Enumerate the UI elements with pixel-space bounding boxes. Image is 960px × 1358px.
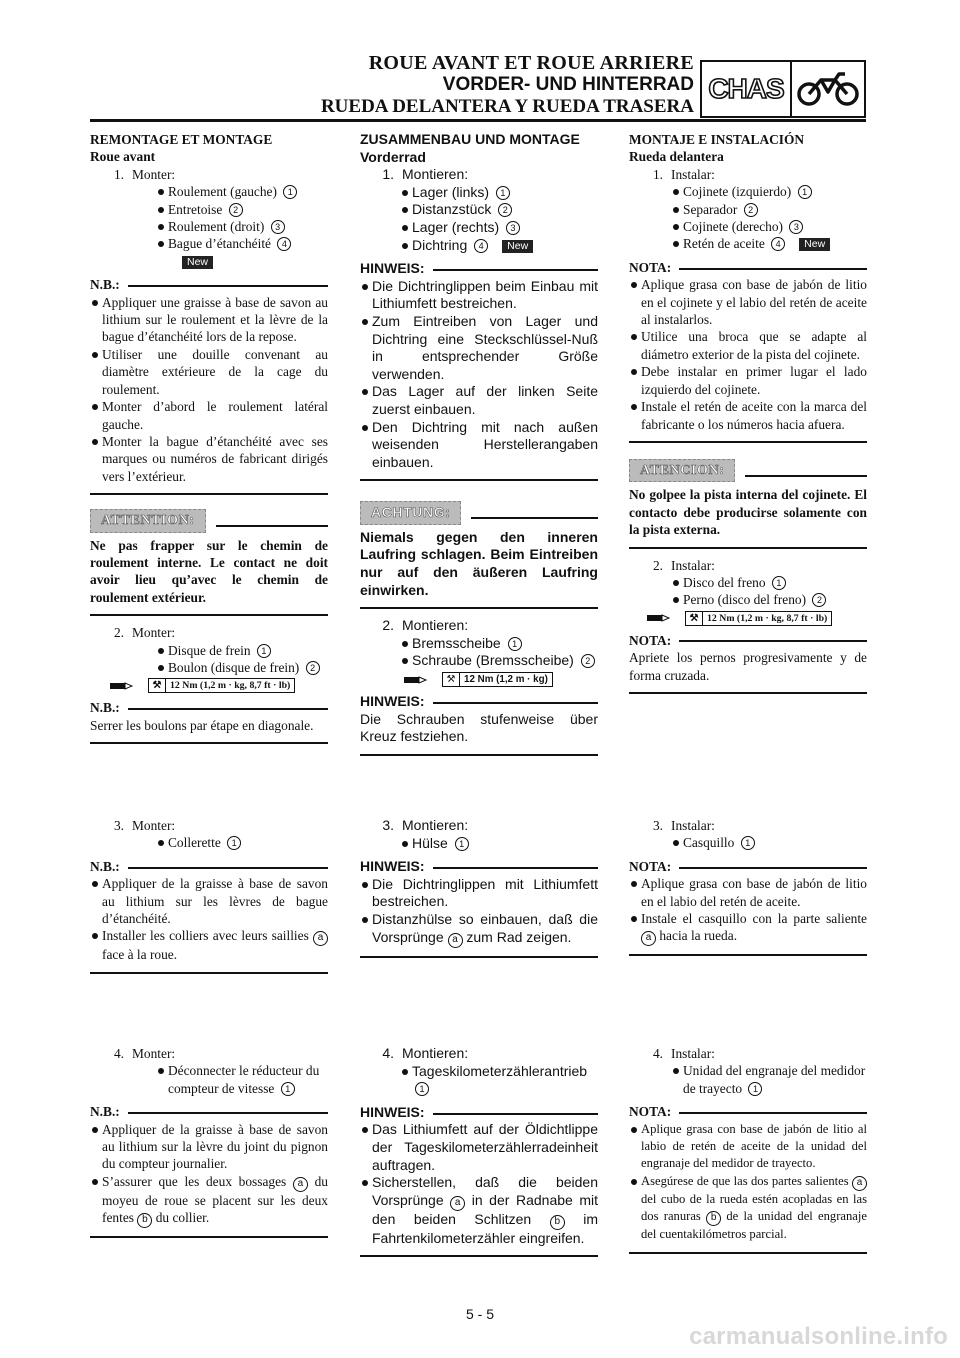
fr-s1-title: REMONTAGE ET MONTAGE: [90, 132, 273, 147]
de-s1-step: 1. Montieren:: [382, 166, 469, 183]
new-badge: New: [502, 240, 533, 253]
de-section-4: [360, 1045, 598, 1257]
callout-1-icon: 1: [772, 576, 786, 590]
divider: [629, 692, 867, 694]
list-item: Cojinete (izquierdo) 1: [671, 183, 867, 200]
note-item: Utilice una broca que se adapte al diámetro exterior de la pista del cojinete.: [641, 329, 867, 362]
list-item: Unidad del engranaje del medidor de trayecto 1: [683, 1063, 866, 1096]
fr-note-header: N.B.:: [90, 1103, 328, 1120]
note-item: Appliquer de la graisse à base de savon au lithium sur les lèvres de bague d’étanchéité.: [102, 876, 328, 927]
es-s2-note: Apriete los pernos progresivamente y de forma cruzada.: [629, 650, 867, 683]
de-s4-step: 4. Montieren:: [382, 1045, 469, 1061]
es-s2-step: 2. Instalar:: [652, 557, 715, 573]
callout-4-icon: 4: [474, 239, 488, 253]
note-item: Das Lithiumfett auf der Öldichtlippe der Tageskilometerzählerradeinheit auftragen.: [372, 1121, 598, 1173]
fr-s1-subtitle: Roue avant: [90, 149, 156, 165]
callout-1-icon: 1: [281, 1082, 295, 1096]
es-s1-title: MONTAJE E INSTALACIÓN: [629, 132, 805, 147]
note-item: Das Lager auf der linken Seite zuerst einbauen.: [372, 383, 598, 417]
note-item: Aplique grasa con base de jabón de litio en el cojinete y el labio del retén de aceite al instalarlos.: [641, 277, 867, 328]
divider: [90, 1236, 328, 1238]
callout-3-icon: 3: [271, 220, 285, 234]
note-item: Monter la bague d’étanchéité avec ses marques ou numéros de fabricant dirigés vers l’extérieur.: [102, 433, 328, 484]
note-item: Instale el casquillo con la parte saliente a hacia la rueda.: [629, 910, 867, 946]
callout-1-icon: 1: [798, 185, 812, 199]
de-attention-header: ACHTUNG:: [360, 501, 598, 525]
fr-note-header: N.B.:: [90, 858, 328, 875]
list-item: Lager (rechts) 3: [400, 219, 598, 237]
note-item: Aplique grasa con base de jabón de litio al labio de retén de aceite de la unidad del engranaje del medidor de trayecto.: [641, 1121, 867, 1171]
callout-a-icon: a: [313, 931, 328, 946]
list-item: Schraube (Bremsscheibe) 2: [400, 652, 598, 670]
fr-s1-step: 1. Monter:: [113, 166, 176, 182]
callout-1-icon: 1: [496, 186, 510, 200]
list-item: Disque de frein 1: [156, 642, 328, 659]
de-s3-step: 3. Montieren:: [382, 817, 469, 833]
callout-b-icon: b: [706, 1211, 721, 1226]
es-s1-step: 1. Instalar:: [652, 166, 715, 182]
list-item: Roulement (droit) 3: [156, 218, 328, 235]
de-section-3: [360, 817, 598, 958]
page-number: 5 - 5: [465, 1306, 494, 1322]
callout-b-icon: b: [137, 1213, 152, 1228]
fr-section-3: [90, 817, 328, 974]
fr-section-4: [90, 1045, 328, 1238]
callout-a-icon: a: [852, 1176, 867, 1191]
list-item: Collerette 1: [156, 834, 328, 851]
section-label: CHAS: [702, 62, 792, 116]
es-s4-step: 4. Instalar:: [652, 1046, 715, 1061]
de-note-header: HINWEIS:: [360, 1104, 598, 1122]
callout-1-icon: 1: [227, 836, 241, 850]
title-de: VORDER- UND HINTERRAD: [442, 74, 694, 95]
list-item: Disco del freno 1: [671, 574, 867, 591]
es-note-header: NOTA:: [629, 1103, 867, 1120]
note-item: Appliquer une graisse à base de savon au lithium sur le roulement et la lèvre de la bague d’étanchéité lors de la repose.: [102, 294, 328, 345]
divider: [360, 956, 598, 958]
page-header: [300, 52, 694, 118]
fr-note-header: N.B.:: [90, 276, 328, 293]
callout-a-icon: a: [293, 1177, 308, 1192]
es-s3-step: 3. Instalar:: [652, 818, 715, 833]
note-item: Asegúrese de que las dos partes salientes a del cubo de la rueda estén acopladas en las dos ranuras b de la unidad del engranaje del cuentakilómetros parcial.: [641, 1173, 867, 1242]
list-item: Bremsscheibe 1: [400, 635, 598, 653]
list-item: Déconnecter le réducteur du compteur de vitesse 1: [168, 1063, 320, 1096]
list-item: Casquillo 1: [671, 834, 867, 851]
title-fr: ROUE AVANT ET ROUE ARRIERE: [368, 52, 694, 74]
de-s1-subtitle: Vorderrad: [360, 148, 426, 165]
callout-1-icon: 1: [508, 637, 522, 651]
note-item: Den Dichtring mit nach außen weisenden Herstellerangaben einbauen.: [372, 418, 598, 470]
list-item: Dichtring 4 New: [400, 237, 598, 255]
tighten-icon: ⚒: [443, 673, 460, 686]
callout-a-icon: a: [450, 1196, 465, 1211]
list-item: Lager (links) 1: [400, 184, 598, 202]
divider: [90, 972, 328, 974]
section-badge: [700, 60, 866, 118]
de-note-header: HINWEIS:: [360, 858, 598, 876]
divider: [360, 1255, 598, 1257]
de-s2-note: Die Schrauben stufenweise über Kreuz festziehen.: [360, 710, 598, 745]
note-item: Aplique grasa con base de jabón de litio en el labio del retén de aceite.: [641, 876, 867, 909]
de-note-header: HINWEIS:: [360, 693, 598, 711]
callout-1-icon: 1: [748, 1082, 762, 1096]
callout-b-icon: b: [550, 1215, 565, 1230]
callout-2-icon: 2: [581, 654, 595, 668]
es-section-3: [629, 817, 867, 956]
list-item: Perno (disco del freno) 2: [671, 591, 867, 608]
torque-wrench-icon: [647, 613, 671, 623]
list-item: Hülse 1: [400, 835, 598, 853]
es-attention-text: No golpee la pista interna del cojinete. El contacto debe producirse solamente con la pista externa.: [629, 487, 867, 538]
callout-2-icon: 2: [744, 203, 758, 217]
de-s2-step: 2. Montieren:: [382, 617, 469, 634]
note-item: Utiliser une douille convenant au diamètre extérieure de la cage du roulement.: [102, 346, 328, 397]
torque-wrench-icon: [404, 675, 428, 685]
es-attention-header: ATENCION:: [629, 459, 867, 482]
note-item: S’assurer que les deux bossages a du moyeu de roue se placent sur les deux fentes b du collier.: [90, 1173, 328, 1228]
callout-2-icon: 2: [498, 203, 512, 217]
es-s1-subtitle: Rueda delantera: [629, 149, 724, 165]
callout-1-icon: 1: [741, 836, 755, 850]
note-item: Die Dichtringlippen mit Lithiumfett bestreichen.: [372, 875, 598, 910]
fr-s2-step: 2. Monter:: [113, 625, 176, 641]
fr-attention-header: ATTENTION:: [90, 509, 328, 532]
torque-spec: ⚒ 12 Nm (1,2 m · kg, 8,7 ft · lb): [110, 678, 328, 693]
callout-1-icon: 1: [283, 185, 297, 199]
torque-wrench-icon: [110, 681, 134, 691]
callout-1-icon: 1: [455, 837, 469, 851]
callout-a-icon: a: [641, 931, 656, 946]
list-item: Entretoise 2: [156, 201, 328, 218]
header-rule: [90, 119, 866, 122]
callout-3-icon: 3: [506, 221, 520, 235]
fr-s3-step: 3. Monter:: [113, 818, 176, 833]
divider: [360, 754, 598, 756]
list-item: Separador 2: [671, 201, 867, 218]
note-item: Appliquer de la graisse à base de savon au lithium sur la lèvre du joint du pignon du compteur journalier.: [102, 1121, 328, 1172]
callout-a-icon: a: [448, 933, 463, 948]
torque-spec: ⚒ 12 Nm (1,2 m · kg): [404, 672, 598, 687]
fr-s4-step: 4. Monter:: [113, 1046, 176, 1061]
callout-1-icon: 1: [415, 1082, 429, 1096]
torque-spec: ⚒ 12 Nm (1,2 m · kg, 8,7 ft · lb): [647, 611, 867, 626]
tighten-icon: ⚒: [686, 612, 703, 625]
fr-note-header: N.B.:: [90, 699, 328, 716]
note-item: Monter d’abord le roulement latéral gauche.: [102, 399, 328, 432]
fr-s2-note: Serrer les boulons par étape en diagonale.: [90, 717, 314, 733]
note-item: Sicherstellen, daß die beiden Vorsprünge a in der Radnabe mit den beiden Schlitzen b im Fahrtenkilometerzähler eingreifen.: [372, 1174, 599, 1246]
de-s1-title: ZUSAMMENBAU UND MONTAGE: [360, 131, 580, 147]
es-note-header: NOTA:: [629, 858, 867, 875]
divider: [90, 742, 328, 744]
list-item: Cojinete (derecho) 3: [671, 218, 867, 235]
es-section-4: [629, 1045, 867, 1254]
note-item: Installer les colliers avec leurs saillies a face à la roue.: [90, 927, 328, 963]
de-attention-text: Niemals gegen den inneren Laufring schlagen. Beim Eintreiben nur auf den äußeren Laufring einwirken.: [360, 528, 598, 598]
callout-2-icon: 2: [812, 593, 826, 607]
list-item: Bague d’étanchéité 4New: [156, 235, 328, 270]
note-item: Debe instalar en primer lugar el lado izquierdo del cojinete.: [641, 364, 867, 397]
de-section-1: [360, 131, 598, 756]
note-item: Zum Eintreiben von Lager und Dichtring eine Steckschlüssel-Nuß in entsprechender Größe verwenden.: [372, 312, 598, 382]
list-item: Retén de aceite 4 New: [671, 235, 867, 252]
note-item: Distanzhülse so einbauen, daß die Vorsprünge a zum Rad zeigen.: [360, 911, 598, 948]
note-item: Instale el retén de aceite con la marca del fabricante o los números hacia afuera.: [641, 399, 867, 432]
fr-attention-text: Ne pas frapper sur le chemin de roulement interne. Le contact ne doit avoir lieu qu’avec le chemin de roulement extérieur.: [90, 537, 328, 605]
watermark: carmanualsonline.info: [689, 1323, 948, 1350]
divider: [629, 954, 867, 956]
fr-section-1: [90, 131, 328, 744]
title-es: RUEDA DELANTERA Y RUEDA TRASERA: [320, 96, 694, 117]
note-item: Die Dichtringlippen beim Einbau mit Lithiumfett bestreichen.: [372, 277, 598, 312]
callout-2-icon: 2: [306, 661, 320, 675]
motorcycle-icon: [792, 62, 864, 116]
tighten-icon: ⚒: [149, 679, 166, 692]
list-item: Roulement (gauche) 1: [156, 183, 328, 200]
de-note-header: HINWEIS:: [360, 260, 598, 278]
es-section-1: [629, 131, 867, 694]
callout-4-icon: 4: [771, 237, 785, 251]
divider: [629, 1252, 867, 1254]
callout-1-icon: 1: [257, 644, 271, 658]
callout-2-icon: 2: [229, 203, 243, 217]
callout-4-icon: 4: [277, 237, 291, 251]
callout-3-icon: 3: [789, 220, 803, 234]
new-badge: New: [182, 256, 213, 269]
es-note-header: NOTA:: [629, 259, 867, 276]
list-item: Boulon (disque de frein) 2: [156, 659, 328, 676]
new-badge: New: [799, 238, 830, 251]
list-item: Distanzstück 2: [400, 201, 598, 219]
list-item: Tageskilometerzählerantrieb 1: [412, 1062, 588, 1095]
es-note-header: NOTA:: [629, 632, 867, 649]
